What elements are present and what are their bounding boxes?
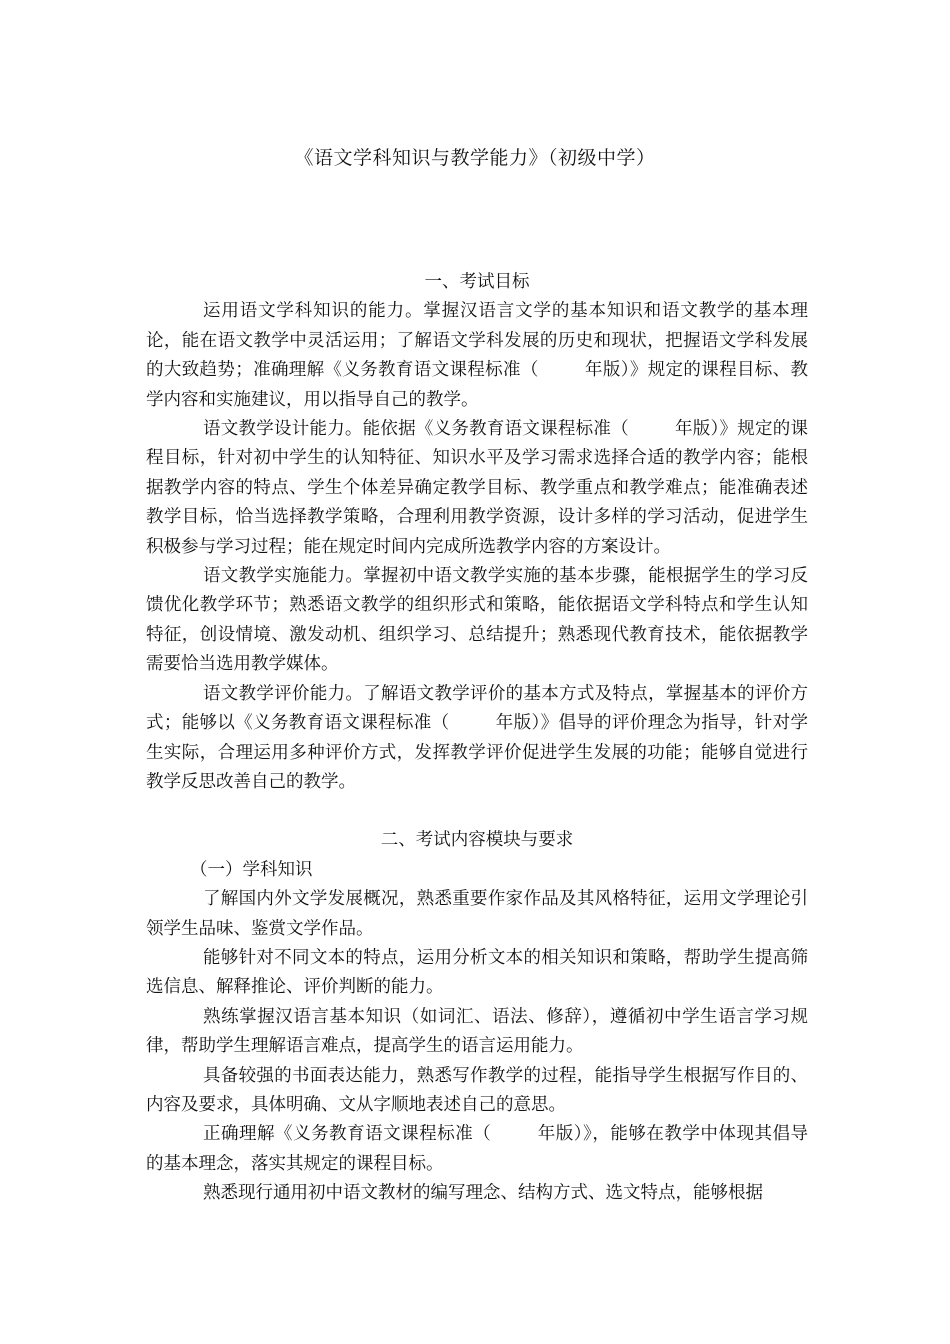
document-body (146, 268, 808, 1209)
paragraph-literature-knowledge: 了解国内外文学发展概况，熟悉重要作家作品及其风格特征，运用文学理论引领学生品味、鉴赏文学作品。 (146, 889, 808, 939)
subsection-heading-subject-knowledge: （一）学科知识 (190, 859, 313, 880)
paragraph-text: 正确理解《义务教育语文课程标准（ (203, 1124, 492, 1145)
paragraph-text: 年版）》倡导的评价理念为指导，针对学生实际，合理运用多种评价方式，发挥教学评价促进学生发展的功能；能够自觉进行教学反思改善自己的教学。 (146, 713, 809, 792)
paragraph-language-knowledge: 熟练掌握汉语言基本知识（如词汇、语法、修辞），遵循初中学生语言学习规律，帮助学生理解语言难点，提高学生的语言运用能力。 (146, 1006, 808, 1057)
paragraph-curriculum-standard (146, 1120, 808, 1179)
paragraph-subject-knowledge-ability (146, 297, 808, 415)
paragraph-text: 年版）》规定的课程目标，针对初中学生的认知特征、知识水平及学习需求选择合适的教学内容；能根据教学内容的特点、学生个体差异确定教学目标、教学重点和教学难点；能准确表述教学目标，恰当选择教学策略，合理利用教学资源，设计多样的学习活动，促进学生积极参与学习过程；能在规定时间内完成所选教学内容的方案设计。 (146, 419, 808, 557)
document-title: 《语文学科知识与教学能力》（初级中学） (294, 147, 656, 169)
paragraph-text-analysis: 能够针对不同文本的特点，运用分析文本的相关知识和策略，帮助学生提高筛选信息、解释推论、评价判断的能力。 (146, 947, 808, 998)
paragraph-textbook-knowledge: 熟悉现行通用初中语文教材的编写理念、结构方式、选文特点，能够根据 (203, 1183, 763, 1204)
section-heading-exam-content: 二、考试内容模块与要求 (380, 830, 574, 851)
paragraph-text: 运用语文学科知识的能力。掌握汉语言文学的基本知识和语文教学的基本理论，能在语文教学中灵活运用；了解语文学科发展的历史和现状，把握语文学科发展的大致趋势；准确理解《义务教育语文课程标准（ (146, 301, 808, 381)
paragraph-text: 语文教学设计能力。能依据《义务教育语文课程标准（ (203, 419, 629, 440)
paragraph-text: 年版）》，能够在教学中体现其倡导的基本理念，落实其规定的课程目标。 (146, 1124, 808, 1174)
paragraph-text: 年版）》规定的课程目标、教学内容和实施建议，用以指导自己的教学。 (146, 360, 809, 410)
paragraph-teaching-evaluation-ability (146, 680, 808, 798)
paragraph-writing-ability: 具备较强的书面表达能力，熟悉写作教学的过程，能指导学生根据写作目的、内容及要求，具体明确、文从字顺地表述自己的意思。 (146, 1065, 808, 1115)
paragraph-text: 语文教学评价能力。了解语文教学评价的基本方式及特点，掌握基本的评价方式；能够以《义务教育语文课程标准（ (146, 683, 808, 734)
paragraph-teaching-design-ability (146, 415, 808, 562)
paragraph-teaching-implementation-ability: 语文教学实施能力。掌握初中语文教学实施的基本步骤，能根据学生的学习反馈优化教学环节；熟悉语文教学的组织形式和策略，能依据语文学科特点和学生认知特征，创设情境、激发动机、组织学习、总结提升；熟悉现代教育技术，能依据教学需要恰当选用教学媒体。 (146, 566, 808, 675)
section-heading-exam-objectives: 一、考试目标 (424, 272, 530, 292)
